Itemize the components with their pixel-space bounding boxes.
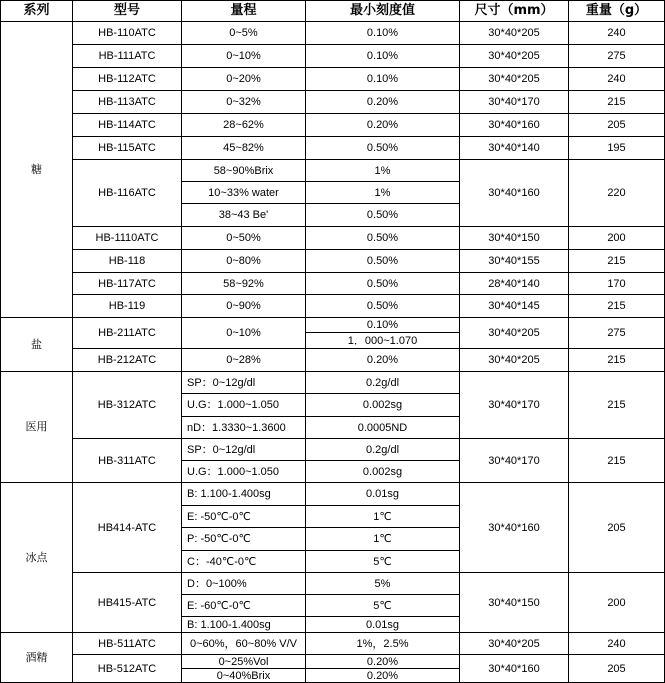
division-cell: 0.50% — [306, 295, 460, 318]
model-cell: HB-114ATC — [73, 114, 182, 137]
division-cell: 5% — [306, 573, 460, 595]
range-cell: nD：1.3330~1.3600 — [182, 417, 306, 439]
range-cell: P: -50℃-0℃ — [182, 528, 306, 551]
range-cell: 58~90%Brix — [182, 160, 306, 182]
series-cell-alcohol: 酒精 — [1, 633, 73, 683]
division-cell: 0.2g/dl — [306, 372, 460, 394]
division-cell: 0.50% — [306, 204, 460, 227]
table-row — [1, 137, 665, 160]
table-row — [1, 273, 665, 295]
division-cell: 0.20% — [306, 114, 460, 137]
division-cell: 0.10% — [306, 318, 460, 333]
model-cell: HB-312ATC — [73, 372, 182, 439]
size-cell: 30*40*140 — [460, 137, 569, 160]
table-row — [1, 45, 665, 68]
range-cell: SP：0~12g/dl — [182, 439, 306, 461]
model-cell: HB-118 — [73, 250, 182, 273]
range-cell: 0~40%Brix — [182, 669, 306, 683]
weight-cell: 240 — [569, 22, 665, 45]
division-cell: 0.20% — [306, 669, 460, 683]
model-cell: HB-117ATC — [73, 273, 182, 295]
size-cell: 30*40*160 — [460, 114, 569, 137]
series-cell-sugar: 糖 — [1, 22, 73, 318]
model-cell: HB-119 — [73, 295, 182, 318]
division-cell: 0.50% — [306, 250, 460, 273]
table-row — [1, 318, 665, 333]
range-cell: 0~60%，60~80% V/V — [182, 633, 306, 655]
model-cell: HB415-ATC — [73, 573, 182, 633]
series-cell-medical: 医用 — [1, 372, 73, 483]
weight-cell: 215 — [569, 250, 665, 273]
size-cell: 30*40*160 — [460, 160, 569, 227]
range-cell: 0~28% — [182, 349, 306, 372]
range-cell: SP：0~12g/dl — [182, 372, 306, 394]
weight-cell: 215 — [569, 372, 665, 439]
division-cell: 5℃ — [306, 595, 460, 617]
range-cell: E: -50℃-0℃ — [182, 506, 306, 528]
size-cell: 28*40*140 — [460, 273, 569, 295]
model-cell: HB-1110ATC — [73, 227, 182, 250]
division-cell: 1%，2.5% — [306, 633, 460, 655]
size-cell: 30*40*205 — [460, 633, 569, 655]
header-series: 系列 — [1, 1, 73, 22]
size-cell: 30*40*160 — [460, 483, 569, 573]
model-cell: HB-511ATC — [73, 633, 182, 655]
weight-cell: 195 — [569, 137, 665, 160]
range-cell: C：-40℃-0℃ — [182, 551, 306, 573]
model-cell: HB414-ATC — [73, 483, 182, 573]
range-cell: 10~33% water — [182, 182, 306, 204]
table-row — [1, 295, 665, 318]
table-row — [1, 655, 665, 669]
range-cell: E: -60℃-0℃ — [182, 595, 306, 617]
division-cell: 1℃ — [306, 506, 460, 528]
division-cell: 0.10% — [306, 68, 460, 91]
series-cell-freezing-point: 冰点 — [1, 483, 73, 633]
header-weight: 重量（g） — [569, 1, 665, 22]
table-row — [1, 372, 665, 394]
division-cell: 0.20% — [306, 655, 460, 669]
table-row — [1, 22, 665, 45]
model-cell: HB-110ATC — [73, 22, 182, 45]
range-cell: 0~10% — [182, 318, 306, 349]
series-cell-salt: 盐 — [1, 318, 73, 372]
table-row — [1, 483, 665, 506]
range-cell: 38~43 Be' — [182, 204, 306, 227]
division-cell: 0.50% — [306, 227, 460, 250]
model-cell: HB-113ATC — [73, 91, 182, 114]
weight-cell: 215 — [569, 91, 665, 114]
division-cell: 0.50% — [306, 137, 460, 160]
size-cell: 30*40*160 — [460, 655, 569, 683]
division-cell: 0.01sg — [306, 483, 460, 506]
division-cell: 0.01sg — [306, 617, 460, 633]
weight-cell: 215 — [569, 295, 665, 318]
weight-cell: 275 — [569, 45, 665, 68]
division-cell: 0.10% — [306, 22, 460, 45]
header-row — [1, 1, 665, 22]
header-range: 量程 — [182, 1, 306, 22]
range-cell: 0~10% — [182, 45, 306, 68]
division-cell: 1．000~1.070 — [306, 333, 460, 349]
range-cell: B: 1.100-1.400sg — [182, 617, 306, 633]
division-cell: 0.20% — [306, 349, 460, 372]
size-cell: 30*40*205 — [460, 318, 569, 349]
size-cell: 30*40*205 — [460, 349, 569, 372]
model-cell: HB-115ATC — [73, 137, 182, 160]
model-cell: HB-211ATC — [73, 318, 182, 349]
size-cell: 30*40*145 — [460, 295, 569, 318]
division-cell: 0.20% — [306, 91, 460, 114]
division-cell: 5℃ — [306, 551, 460, 573]
weight-cell: 215 — [569, 439, 665, 483]
header-min-division: 最小刻度值 — [306, 1, 460, 22]
weight-cell: 220 — [569, 160, 665, 227]
header-model: 型号 — [73, 1, 182, 22]
table-row — [1, 250, 665, 273]
table-row — [1, 573, 665, 595]
division-cell: 0.0005ND — [306, 417, 460, 439]
range-cell: 58~92% — [182, 273, 306, 295]
size-cell: 30*40*170 — [460, 91, 569, 114]
division-cell: 0.50% — [306, 273, 460, 295]
division-cell: 0.002sg — [306, 394, 460, 417]
table-row — [1, 439, 665, 461]
size-cell: 30*40*150 — [460, 573, 569, 633]
range-cell: 0~90% — [182, 295, 306, 318]
division-cell: 0.10% — [306, 45, 460, 68]
range-cell: 28~62% — [182, 114, 306, 137]
range-cell: 0~25%Vol — [182, 655, 306, 669]
size-cell: 30*40*170 — [460, 439, 569, 483]
weight-cell: 200 — [569, 227, 665, 250]
range-cell: U.G：1.000~1.050 — [182, 461, 306, 483]
table-row — [1, 91, 665, 114]
table-row — [1, 633, 665, 655]
division-cell: 1% — [306, 160, 460, 182]
range-cell: D：0~100% — [182, 573, 306, 595]
division-cell: 1℃ — [306, 528, 460, 551]
size-cell: 30*40*205 — [460, 45, 569, 68]
division-cell: 0.002sg — [306, 461, 460, 483]
size-cell: 30*40*155 — [460, 250, 569, 273]
model-cell: HB-111ATC — [73, 45, 182, 68]
table-row — [1, 160, 665, 182]
weight-cell: 205 — [569, 483, 665, 573]
size-cell: 30*40*205 — [460, 22, 569, 45]
table-row — [1, 68, 665, 91]
weight-cell: 205 — [569, 114, 665, 137]
model-cell: HB-512ATC — [73, 655, 182, 683]
model-cell: HB-311ATC — [73, 439, 182, 483]
size-cell: 30*40*150 — [460, 227, 569, 250]
range-cell: B: 1.100-1.400sg — [182, 483, 306, 506]
range-cell: 0~20% — [182, 68, 306, 91]
weight-cell: 170 — [569, 273, 665, 295]
table-row — [1, 227, 665, 250]
range-cell: 45~82% — [182, 137, 306, 160]
range-cell: 0~50% — [182, 227, 306, 250]
range-cell: 0~80% — [182, 250, 306, 273]
weight-cell: 215 — [569, 349, 665, 372]
division-cell: 0.2g/dl — [306, 439, 460, 461]
weight-cell: 240 — [569, 633, 665, 655]
range-cell: 0~5% — [182, 22, 306, 45]
weight-cell: 240 — [569, 68, 665, 91]
weight-cell: 275 — [569, 318, 665, 349]
model-cell: HB-116ATC — [73, 160, 182, 227]
range-cell: 0~32% — [182, 91, 306, 114]
table-row — [1, 114, 665, 137]
division-cell: 1% — [306, 182, 460, 204]
weight-cell: 200 — [569, 573, 665, 633]
range-cell: U.G：1.000~1.050 — [182, 394, 306, 417]
size-cell: 30*40*170 — [460, 372, 569, 439]
model-cell: HB-212ATC — [73, 349, 182, 372]
header-size: 尺寸（mm） — [460, 1, 569, 22]
weight-cell: 205 — [569, 655, 665, 683]
model-cell: HB-112ATC — [73, 68, 182, 91]
table-row — [1, 349, 665, 372]
size-cell: 30*40*205 — [460, 68, 569, 91]
